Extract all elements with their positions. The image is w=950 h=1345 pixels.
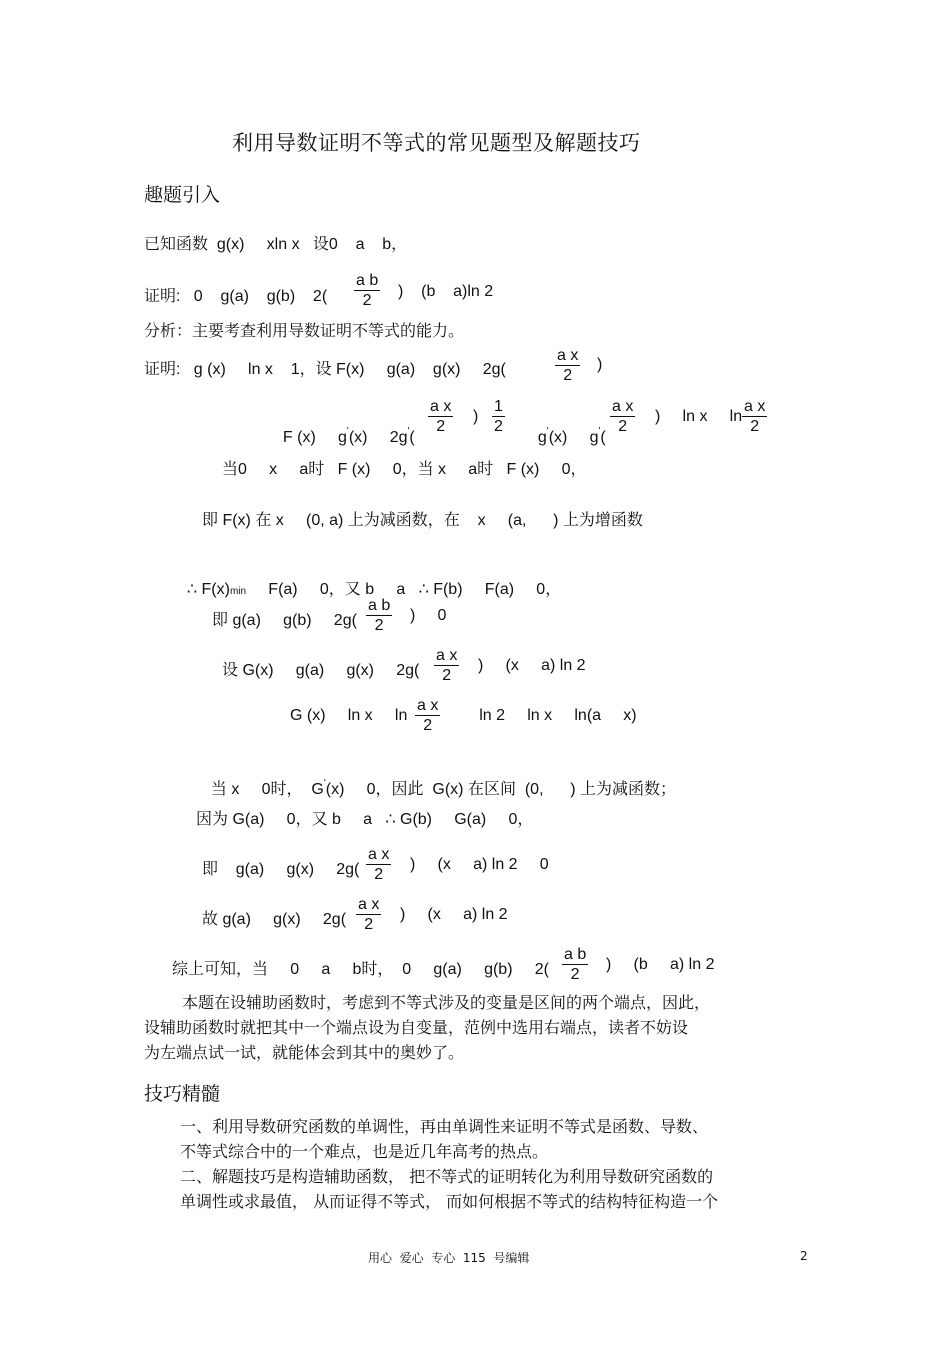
paragraph-line: 设辅助函数时就把其中一个端点设为自变量，范例中选用右端点，读者不妨设 — [144, 1018, 689, 1037]
paren-close: ) — [597, 356, 603, 373]
G-value: 因为 G(a) 0，又 b a ∴ G(b) G(a) 0， — [196, 811, 534, 828]
fraction-a-plus-x: a x 2 — [417, 697, 439, 734]
fraction-a-plus-x: a x 2 — [612, 398, 634, 435]
G-derivative: G (x) ln x ln — [290, 707, 408, 724]
remark-paragraph — [144, 990, 710, 1065]
proof-line-1: 证明: g (x) ln x 1，设 F(x) g(a) g(x) 2g( — [144, 361, 506, 378]
claim-left: 证明: 0 g(a) g(b) 2( — [144, 288, 328, 305]
G-derivative-end: ln 2 ln x ln(a x) — [457, 707, 637, 724]
derivative-line-part3: ) ln x ln — [655, 408, 743, 425]
second-inequality: 即 g(a) g(x) 2g( — [202, 861, 360, 878]
fraction-a-plus-b — [354, 272, 380, 310]
paragraph-line: 二、解题技巧是构造辅助函数， 把不等式的证明转化为利用导数研究函数的 — [180, 1167, 714, 1186]
define-G-end: ) (x a) ln 2 — [478, 657, 586, 674]
therefore-line-end: ) (x a) ln 2 — [400, 906, 508, 923]
page-footer: 用心 爱心 专心 115 号编辑 — [368, 1251, 530, 1265]
conclusion-line: 综上可知，当 0 a b时， 0 g(a) g(b) 2( — [172, 961, 549, 978]
fraction-a-plus-b: a b 2 — [368, 597, 391, 634]
G-decreasing: 当 x 0时， G'(x) 0，因此 G(x) 在区间 (0, ) 上为减函数； — [210, 778, 676, 798]
therefore-line: 故 g(a) g(x) 2g( — [202, 911, 347, 928]
fraction-a-plus-x: a x 2 — [430, 398, 452, 435]
derivative-line: F (x) g'(x) 2g'( — [282, 426, 415, 446]
monotonic-conclusion: 即 F(x) 在 x (0, a) 上为减函数，在 x (a, ) 上为增函数 — [202, 512, 643, 529]
paragraph-line: 一、利用导数研究函数的单调性，再由单调性来证明不等式是函数、导数、 — [180, 1117, 709, 1136]
page-title: 利用导数证明不等式的常见题型及解题技巧 — [232, 131, 641, 155]
fraction-a-plus-x: a x 2 — [744, 398, 766, 435]
claim-right: ) (b a)ln 2 — [398, 283, 494, 300]
fraction-a-plus-b: a b 2 — [564, 946, 587, 983]
paragraph-line: 不等式综合中的一个难点，也是近几年高考的热点。 — [180, 1142, 549, 1161]
fraction-a-plus-x: a x 2 — [436, 647, 458, 684]
page-number: 2 — [800, 1249, 808, 1263]
conclusion-line-end: ) (b a) ln 2 — [606, 956, 715, 973]
analysis-line: 分析：主要考查利用导数证明不等式的能力。 — [144, 321, 465, 340]
second-inequality-end: ) (x a) ln 2 0 — [410, 856, 549, 873]
first-inequality: 即 g(a) g(b) 2g( — [212, 612, 357, 629]
minimum-line: ∴ F(x)min F(a) 0，又 b a ∴ F(b) F(a) 0， — [186, 581, 562, 598]
first-inequality-end: ) 0 — [410, 607, 447, 624]
paragraph-line: 本题在设辅助函数时，考虑到不等式涉及的变量是区间的两个端点，因此， — [182, 993, 711, 1012]
section-heading-intro: 趣题引入 — [144, 184, 221, 206]
define-G: 设 G(x) g(a) g(x) 2g( — [222, 662, 420, 679]
fraction-numerator: a b — [356, 272, 379, 289]
fraction-a-plus-x: a x 2 — [368, 846, 390, 883]
fraction-one-half: 1 2 — [494, 398, 503, 435]
fraction-a-plus-x: a x 2 — [358, 896, 380, 933]
paren-close: ) — [473, 408, 479, 425]
tips-paragraph — [180, 1114, 718, 1214]
problem-statement: 已知函数 g(x) xln x 设0 a b， — [144, 236, 408, 253]
derivative-line-part2: g'(x) g'( — [537, 426, 606, 446]
sign-analysis: 当0 x a时 F (x) 0，当 x a时 F (x) 0， — [222, 461, 587, 478]
section-heading-tips: 技巧精髓 — [144, 1083, 221, 1105]
fraction-denominator: 2 — [362, 292, 372, 309]
paragraph-line: 单调性或求最值， 从而证得不等式， 而如何根据不等式的结构特征构造一个 — [180, 1192, 719, 1211]
paragraph-line: 为左端点试一试，就能体会到其中的奥妙了。 — [144, 1043, 465, 1062]
fraction-a-plus-x: a x 2 — [557, 347, 579, 384]
